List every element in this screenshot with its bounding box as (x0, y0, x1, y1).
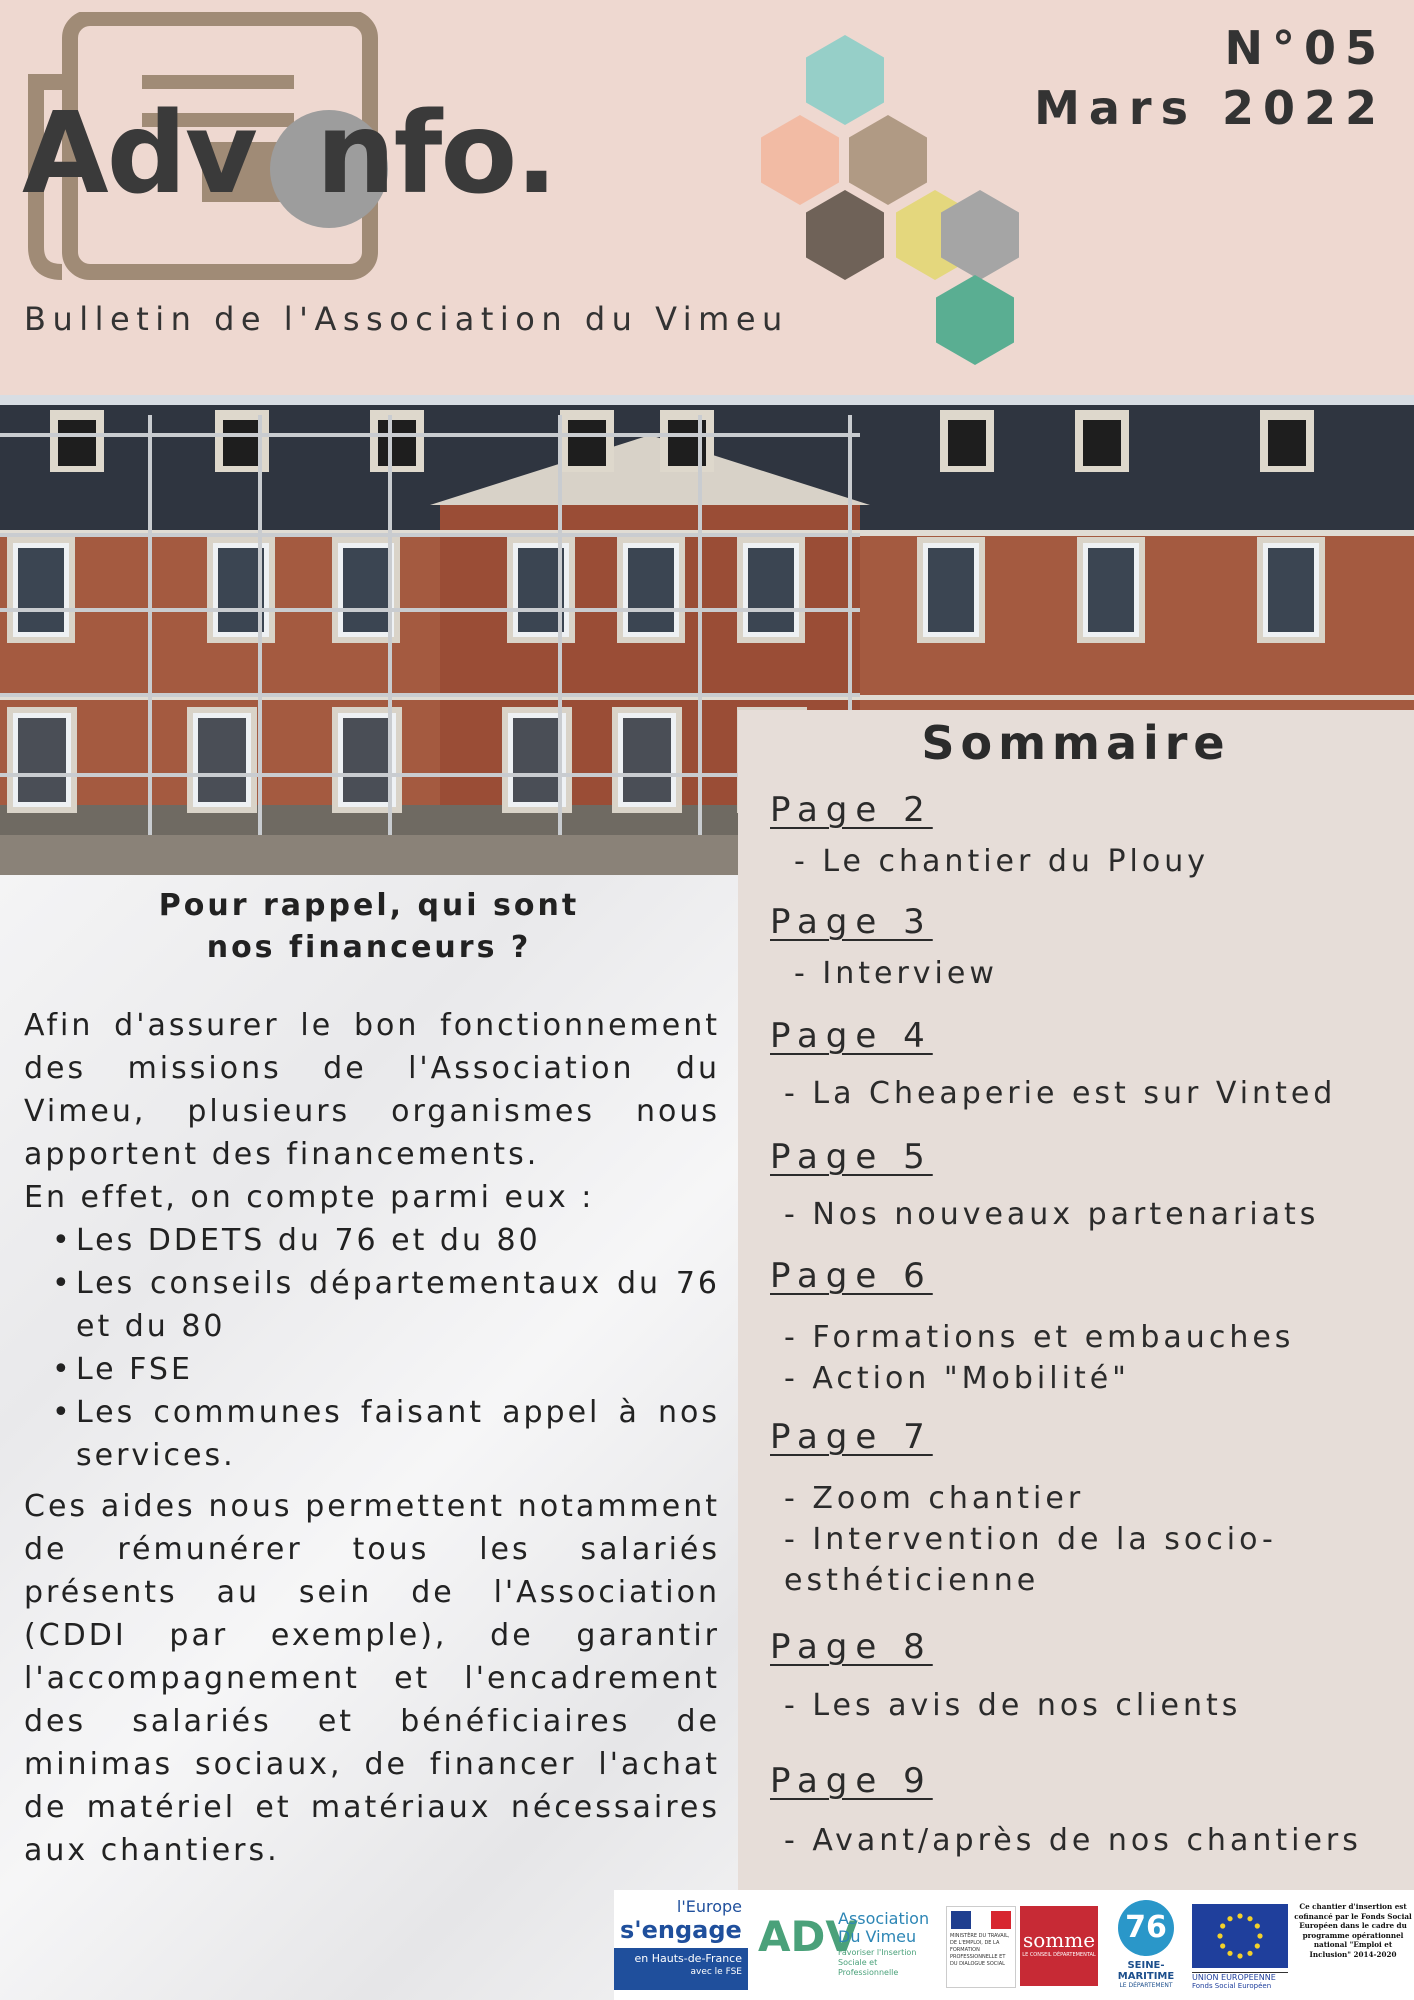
window-glass (343, 548, 389, 632)
somme-logo (1020, 1906, 1098, 1986)
list-item: • Les communes faisant appel à nos services. (52, 1391, 720, 1477)
sommaire-item: - Intervention de la socio- (784, 1522, 1277, 1557)
sommaire-page-9[interactable]: Page 9 (770, 1761, 933, 1801)
eu-star (1220, 1923, 1225, 1928)
europe-logo (614, 1895, 748, 1990)
list-item: • Le FSE (52, 1348, 720, 1391)
eu-star (1247, 1916, 1252, 1921)
hexagon-teal (806, 35, 884, 125)
eu-star (1255, 1923, 1260, 1928)
sommaire-title: Sommaire (921, 716, 1231, 770)
window-glass (18, 548, 64, 632)
window-glass (198, 718, 246, 802)
financeurs-title-line2: nos financeurs ? (206, 930, 532, 965)
dormer-opening (1268, 420, 1306, 466)
dormer-opening (568, 420, 606, 466)
sommaire-page-8[interactable]: Page 8 (770, 1627, 933, 1667)
sommaire-item: - Avant/après de nos chantiers (784, 1823, 1362, 1858)
issue-date: Mars 2022 (1034, 81, 1386, 135)
issue-info (1034, 18, 1386, 138)
sommaire-page-7[interactable]: Page 7 (770, 1417, 933, 1457)
seine-num: 76 (1118, 1900, 1174, 1956)
somme-name: somme (1022, 1928, 1096, 1952)
financeurs-list (24, 1219, 720, 1477)
hexagon-tan (849, 115, 927, 205)
window-glass (513, 718, 561, 802)
dormer-opening (58, 420, 96, 466)
window-glass (748, 548, 794, 632)
list-item: • Les conseils départementaux du 76 et du 80 (52, 1262, 720, 1348)
eu-star (1247, 1951, 1252, 1956)
dormer-opening (223, 420, 261, 466)
ministere-logo (946, 1906, 1016, 1988)
adv-mark: ADV (758, 1912, 858, 1961)
issue-number: N°05 (1224, 21, 1386, 75)
window-glass (218, 548, 264, 632)
ministere-text: MINISTÈRE DU TRAVAIL, DE L'EMPLOI, DE LA FORMATION PROFESSIONNELLE ET DU DIALOGUE SOCIAL (950, 1933, 1010, 1967)
bulletin-subtitle: Bulletin de l'Association du Vimeu (24, 300, 789, 338)
financeurs-closing: Ces aides nous permettent notamment de rémunérer tous les salariés présents au sein de l'Association (CDDI par exemple), de garantir l'accompagnement et l'encadrement des salariés et bénéficiaires de minimas sociaux, de financer l'achat de matériel et matériaux nécessaires aux chantiers. (24, 1489, 720, 1868)
window-glass (628, 548, 674, 632)
europe-line1: l'Europe (614, 1895, 748, 1916)
seine-sub: LE DÉPARTEMENT (1119, 1982, 1173, 1989)
adv-name (838, 1910, 929, 1946)
financeurs-intro: Afin d'assurer le bon fonctionnement des missions de l'Association du Vimeu, plusieurs organismes nous apportent des financements. (24, 1008, 720, 1172)
window-glass (623, 718, 671, 802)
hexagon-peach (761, 115, 839, 205)
sommaire-item: - Action "Mobilité" (784, 1361, 1130, 1396)
logo-text-right: nfo. (315, 89, 556, 219)
europe-line4: avec le FSE (690, 1967, 742, 1977)
adv-name1: Association (838, 1909, 930, 1928)
sommaire-page-2[interactable]: Page 2 (770, 790, 933, 830)
hexagon-green (936, 275, 1014, 365)
list-item: • Les DDETS du 76 et du 80 (52, 1219, 720, 1262)
sommaire-page-5[interactable]: Page 5 (770, 1137, 933, 1177)
eu-star (1257, 1933, 1262, 1938)
financeurs-title (0, 885, 738, 969)
sommaire-page-3[interactable]: Page 3 (770, 902, 933, 942)
sommaire-item: esthéticienne (784, 1563, 1040, 1598)
eu-star (1217, 1933, 1222, 1938)
hexagon-brown (806, 190, 884, 280)
logo-text-left: Adv (22, 89, 256, 219)
logo-title (22, 89, 556, 219)
eu-star (1255, 1943, 1260, 1948)
sommaire-item: - Interview (794, 956, 998, 991)
eu-star (1237, 1953, 1242, 1958)
sommaire-page-6[interactable]: Page 6 (770, 1256, 933, 1296)
eu-star (1227, 1951, 1232, 1956)
sommaire-page-4[interactable]: Page 4 (770, 1016, 933, 1056)
adv-logo (758, 1898, 938, 1990)
sommaire-item: - Le chantier du Plouy (794, 844, 1210, 879)
ue-line1: UNION EUROPEENNE (1192, 1972, 1288, 1982)
sommaire-item: - Zoom chantier (784, 1481, 1085, 1516)
sommaire-item: - La Cheaperie est sur Vinted (784, 1076, 1337, 1111)
europe-line3: en Hauts-de-France (634, 1952, 742, 1965)
french-flag-icon (951, 1911, 1011, 1929)
window-glass (518, 548, 564, 632)
sommaire-item: - Nos nouveaux partenariats (784, 1197, 1320, 1232)
dormer-opening (378, 420, 416, 466)
somme-sub: LE CONSEIL DÉPARTEMENTAL (1022, 1952, 1096, 1958)
fse-note: Ce chantier d'insertion est cofinancé par le Fonds Social Européen dans le cadre du programme opérationnel national "Emploi et Inclusion" 2014-2020 (1294, 1902, 1412, 1959)
partner-logos (614, 1890, 1414, 2000)
window-glass (1088, 548, 1134, 632)
dormer-opening (948, 420, 986, 466)
europe-line2: s'engage (614, 1916, 748, 1948)
dormer-opening (1083, 420, 1121, 466)
ue-line2: Fonds Social Européen (1192, 1982, 1272, 1990)
window-glass (18, 718, 66, 802)
ue-logo (1192, 1904, 1288, 1994)
eu-star (1227, 1916, 1232, 1921)
financeurs-lead: En effet, on compte parmi eux : (24, 1180, 595, 1215)
financeurs-body (24, 1004, 720, 1872)
sommaire-item: - Les avis de nos clients (784, 1688, 1242, 1723)
adv-name2: Du Vimeu (838, 1927, 917, 1946)
window-glass (928, 548, 974, 632)
adv-tagline: Favoriser l'Insertion Sociale et Professionnelle (838, 1948, 917, 1977)
hexagon-decoration (740, 20, 1080, 370)
seine-maritime-logo (1106, 1900, 1186, 1992)
window-glass (343, 718, 391, 802)
sommaire-item: - Formations et embauches (784, 1320, 1295, 1355)
eu-flag-icon (1192, 1904, 1288, 1968)
eu-star (1220, 1943, 1225, 1948)
eu-star (1237, 1913, 1242, 1918)
financeurs-title-line1: Pour rappel, qui sont (158, 888, 580, 923)
seine-name: SEINE-MARITIME (1117, 1960, 1175, 1982)
window-glass (1268, 548, 1314, 632)
